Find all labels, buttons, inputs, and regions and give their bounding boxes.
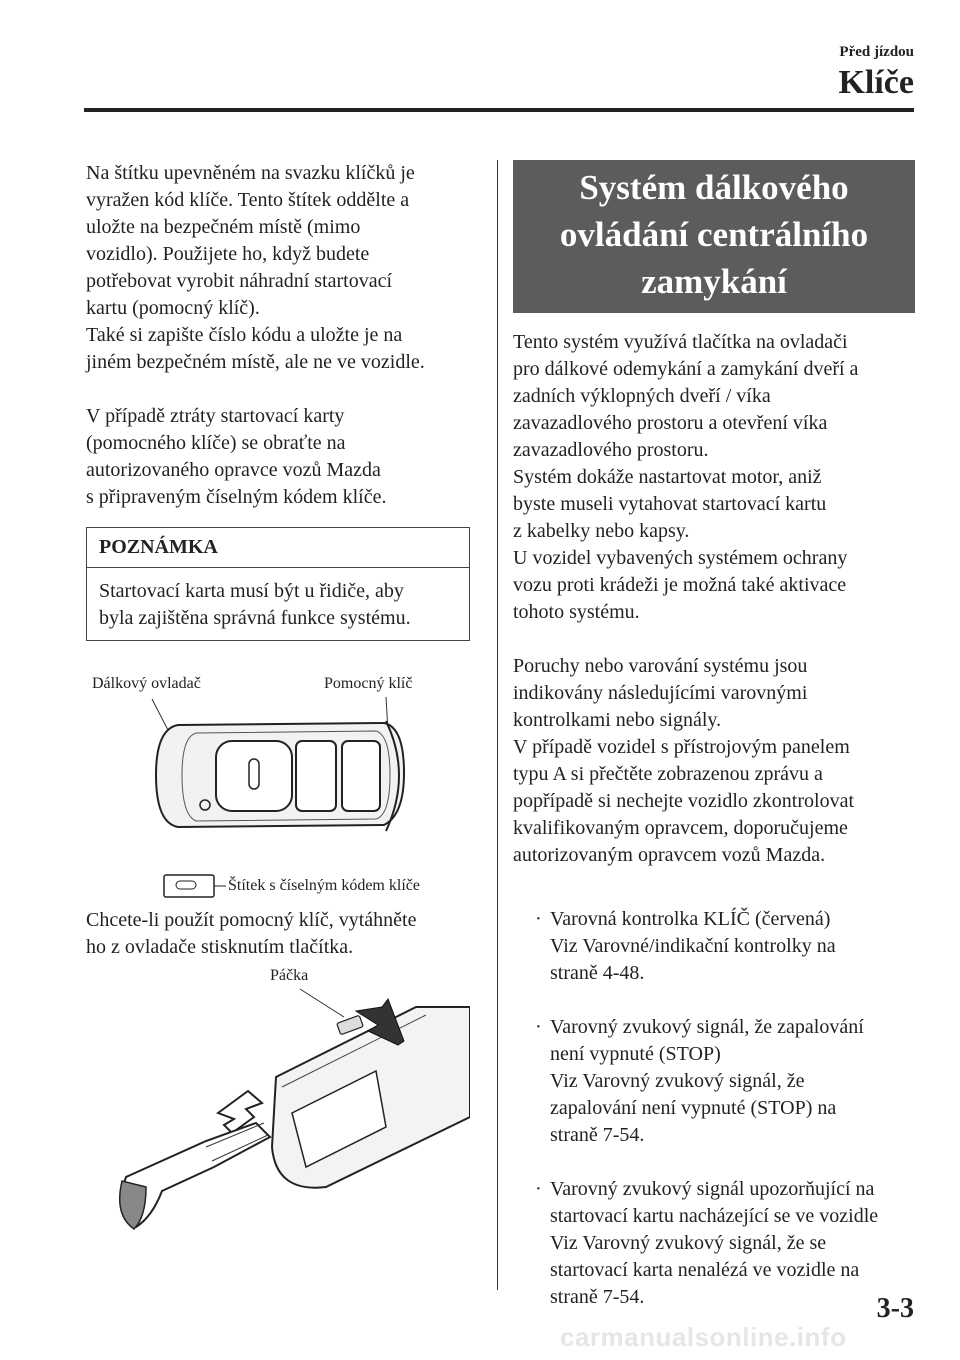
key-code-tag-label: Štítek s číselným kódem klíče bbox=[228, 877, 420, 894]
remote-key-illustration bbox=[86, 665, 470, 907]
warning-list bbox=[513, 879, 915, 1338]
aux-key-removal-illustration bbox=[86, 967, 470, 1267]
lever-label: Páčka bbox=[270, 967, 309, 984]
list-item: · Varovný zvukový signál, že zapalování není vypnuté (STOP) Viz Varovný zvukový signál, že zapalování není vypnuté (STOP) na straně 7-54. bbox=[513, 1014, 915, 1149]
list-item: · Varovný zvukový signál upozorňující na startovací kartu nacházející se ve vozidle Viz Varovný zvukový signál, že se startovací karta nenalézá ve vozidle na straně 7-54. bbox=[513, 1176, 915, 1311]
key-tag-paragraph: Na štítku upevněném na svazku klíčků je vyražen kód klíče. Tento štítek oddělte a uložte na bezpečném místě (mimo vozidlo). Použijete ho, když budete potřebovat vyrobit náhradní startovací kartu (pomocný klíč). Také si zapište číslo kódu a uložte je na jiném bezpečném místě, ale ne ve vozidle. bbox=[86, 162, 425, 373]
page-title: Klíče bbox=[838, 64, 914, 101]
remote-key-figure bbox=[86, 665, 470, 907]
aux-key-instruction: Chcete-li použít pomocný klíč, vytáhněte ho z ovladače stisknutím tlačítka. bbox=[86, 909, 417, 958]
watermark: carmanualsonline.info bbox=[560, 1322, 847, 1352]
list-item: · Varovná kontrolka KLÍČ (červená) Viz Varovné/indikační kontrolky na straně 4-48. bbox=[513, 906, 915, 987]
aux-key-removal-figure bbox=[86, 967, 470, 1267]
left-column bbox=[86, 160, 470, 1267]
right-column bbox=[513, 160, 915, 1338]
remote-label: Dálkový ovladač bbox=[92, 675, 201, 692]
note-box bbox=[86, 527, 470, 641]
lost-card-paragraph: V případě ztráty startovací karty (pomocného klíče) se obraťte na autorizovaného opravce vozů Mazda s připraveným číselným kódem klíče. bbox=[86, 405, 387, 508]
column-divider bbox=[497, 160, 498, 1290]
aux-key-label: Pomocný klíč bbox=[324, 675, 413, 692]
page-number: 3-3 bbox=[876, 1293, 914, 1324]
warnings-intro: Poruchy nebo varování systému jsou indikovány následujícími varovnými kontrolkami nebo signály. V případě vozidel s přístrojovým panelem typu A si přečtěte zobrazenou zprávu a popřípadě si nechejte vozidlo zkontrolovat kvalifikovaným opravcem, doporučujeme autorizovaným opravcem vozů Mazda. bbox=[513, 655, 855, 866]
header-section-label: Před jízdou bbox=[839, 44, 914, 60]
section-heading: Systém dálkového ovládání centrálního zamykání bbox=[513, 160, 915, 313]
note-title: POZNÁMKA bbox=[87, 528, 469, 568]
header-rule bbox=[84, 108, 914, 112]
note-body: Startovací karta musí být u řidiče, aby byla zajištěna správná funkce systému. bbox=[99, 580, 411, 629]
system-description: Tento systém využívá tlačítka na ovladači pro dálkové odemykání a zamykání dveří a zadních výklopných dveří / víka zavazadlového prostoru a otevření víka zavazadlového prostoru. Systém dokáže nastartovat motor, aniž byste museli vytahovat startovací kartu z kabelky nebo kapsy. U vozidel vybavených systémem ochrany vozu proti krádeži je možná také aktivace tohoto systému. bbox=[513, 331, 859, 623]
